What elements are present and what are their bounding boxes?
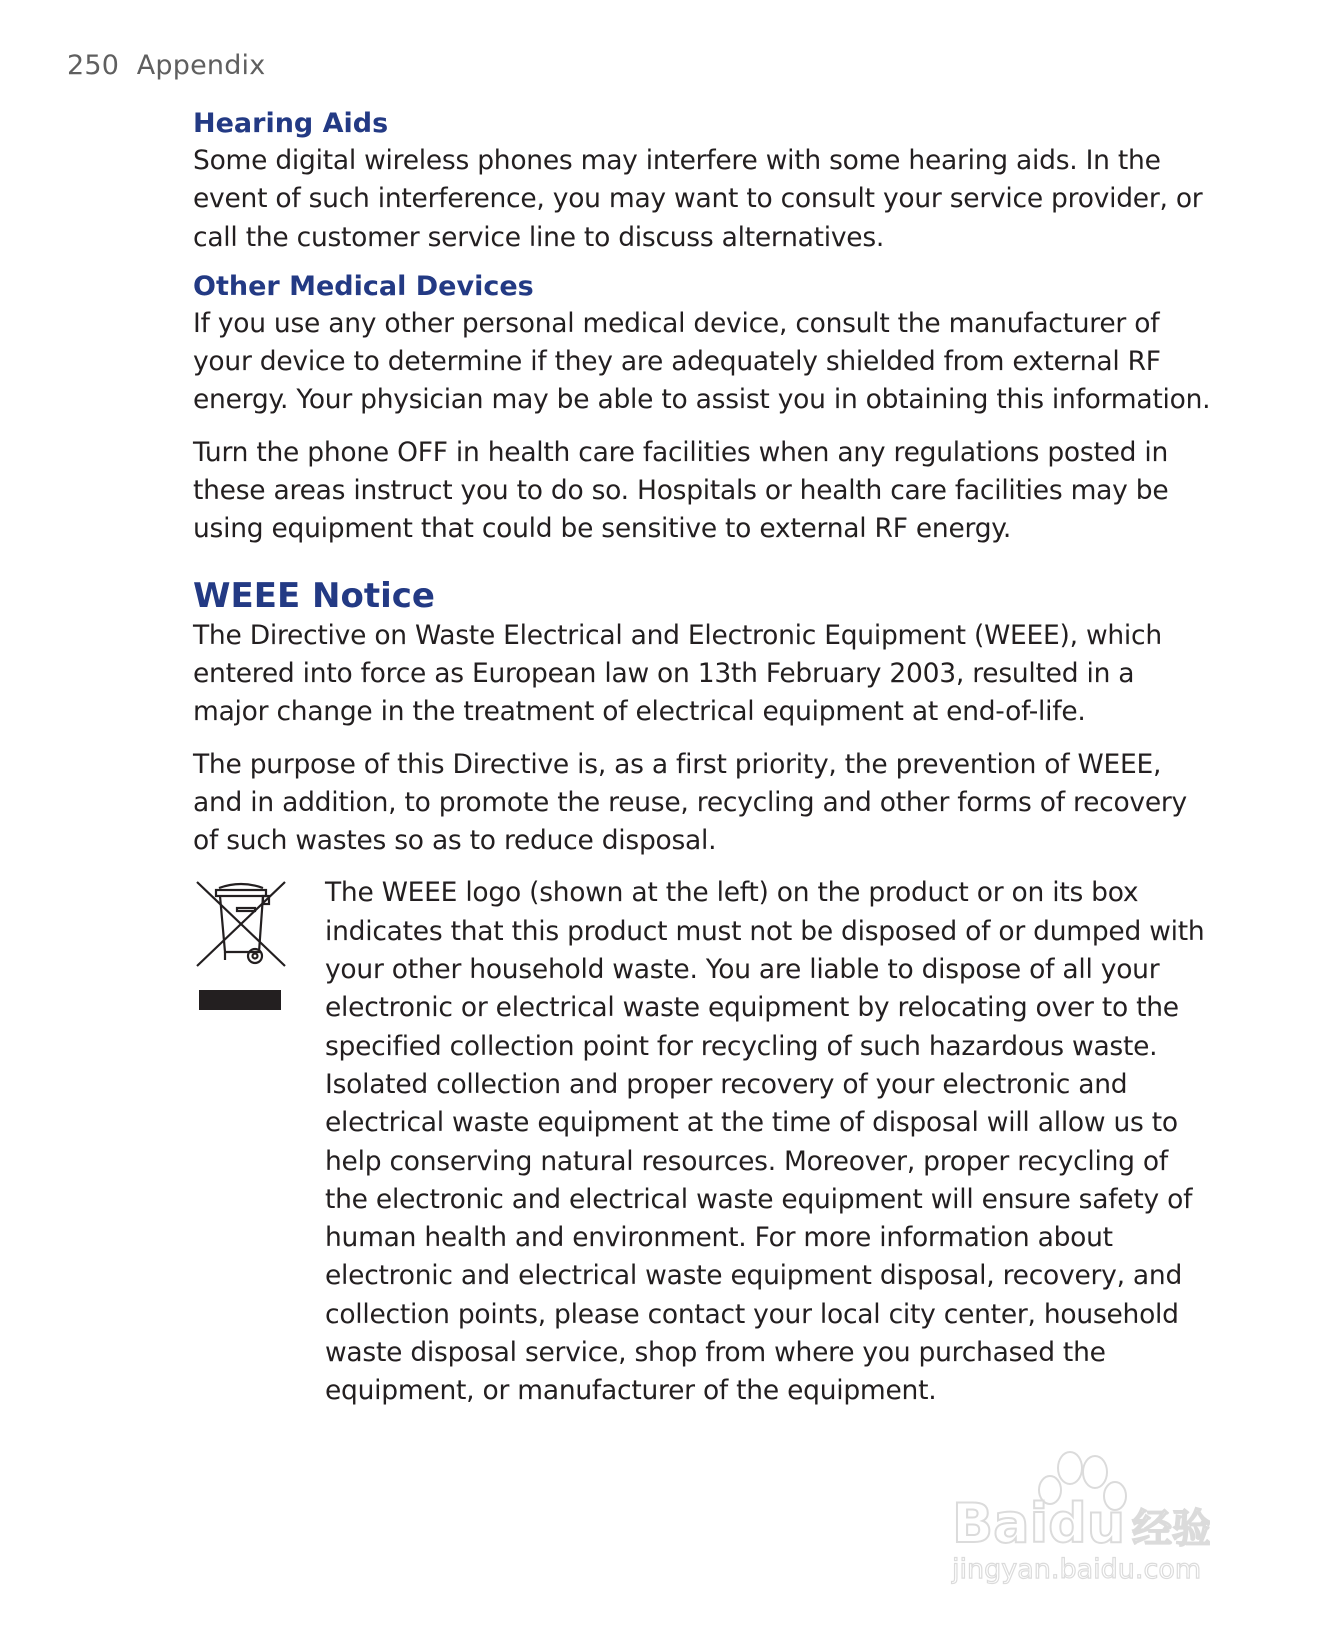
medical-devices-paragraph-1: If you use any other personal medical device, consult the manufacturer of your device to determine if they are adequately shielded from external RF energy. Your physician may be able to assist you in obtaining this information. [193, 307, 1211, 416]
weee-logo-paragraph: The WEEE logo (shown at the left) on the product or on its box indicates that this product must not be disposed of or dumped with your other household waste. You are liable to dispose of all your electronic or electrical waste equipment by relocating over to the specified collection point for recycling of such hazardous waste. Isolated collection and proper recovery of your electronic and electrical waste equipment at the time of disposal will allow us to help conserving natural resources. Moreover, proper recycling of the electronic and electrical waste equipment will ensure safety of human health and environment. For more information about electronic and electrical waste equipment disposal, recovery, and collection points, please contact your local city center, household waste disposal service, shop from where you purchased the equipment, or manufacturer of the equipment. [325, 877, 1205, 1407]
crossed-out-wheelie-bin-icon [193, 874, 325, 1410]
weee-logo-section [193, 874, 1213, 1410]
watermark-suffix: 经验 [1132, 1506, 1210, 1552]
watermark-brand: Baidu [952, 1492, 1126, 1555]
page-number: 250 [67, 50, 120, 81]
medical-devices-paragraph-2: Turn the phone OFF in health care facilities when any regulations posted in these areas instruct you to do so. Hospitals or health care facilities may be using equipment that could be sensitive to external RF energy. [193, 436, 1169, 545]
other-medical-devices-heading: Other Medical Devices [193, 270, 534, 302]
hearing-aids-heading: Hearing Aids [193, 108, 389, 139]
weee-paragraph-1: The Directive on Waste Electrical and Electronic Equipment (WEEE), which entered into force as European law on 13th February 2003, resulted in a major change in the treatment of electrical equipment at end-of-life. [193, 619, 1162, 728]
weee-paragraph-2: The purpose of this Directive is, as a first priority, the prevention of WEEE, and in addition, to promote the reuse, recycling and other forms of recovery of such wastes so as to reduce disposal. [193, 748, 1187, 857]
section-name: Appendix [136, 50, 266, 81]
hearing-aids-paragraph: Some digital wireless phones may interfere with some hearing aids. In the event of such interference, you may want to consult your service provider, or call the customer service line to discuss alternatives. [193, 145, 1203, 253]
page-header [67, 50, 265, 81]
page-content [193, 106, 1213, 1411]
baidu-watermark [950, 1450, 1210, 1594]
watermark-url: jingyan.baidu.com [952, 1554, 1202, 1585]
weee-notice-heading: WEEE Notice [193, 575, 435, 616]
